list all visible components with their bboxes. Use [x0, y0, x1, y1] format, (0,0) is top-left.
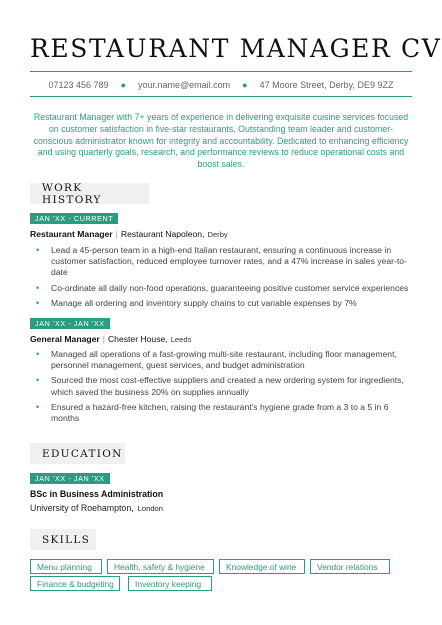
job-bullets: [36, 349, 410, 428]
header-top-rule: [30, 71, 412, 72]
job-role: General Manager: [30, 334, 100, 344]
list-item: • Ensured a hazard-free kitchen, raising the restaurant's hygiene grade from a 3 to a 5 in 6 months: [36, 402, 410, 424]
list-item: • Sourced the most cost-effective suppliers and created a new ordering system for ingredients, which saved the business 20% on supplies annually: [36, 375, 410, 397]
phone-number: 07123 456 789: [48, 80, 109, 90]
job-title-line: [30, 229, 228, 239]
skill-tag: Inventory keeping: [128, 576, 212, 591]
job-location: Derby: [207, 230, 228, 239]
list-item: • Co-ordinate all daily non-food operations, guaranteeing positive customer service experiences: [36, 283, 410, 294]
job-dates-tag: JAN 'XX - CURRENT: [30, 213, 118, 224]
list-item: • Lead a 45-person team in a high-end Italian restaurant, ensuring a continuous increase in customer satisfaction, reduced employee turnover rates, and a 47% increase in sales year-to-date: [36, 245, 410, 279]
skill-tag: Vendor relations: [310, 559, 390, 574]
school-name: University of Roehampton,: [30, 503, 134, 513]
profile-summary: Restaurant Manager with 7+ years of experience in delivering exquisite cuisine services focused on customer satisfaction in five-star restaurants. Outstanding team leader and customer-conscious administrator known for integrity and accountability. Dedicated to enhancing efficiency and using quarterly goals, research, and performance reviews to reduce operational costs and boost sales.: [33, 112, 409, 170]
job-location: Leeds: [170, 335, 192, 344]
skill-tag: Menu planning: [30, 559, 102, 574]
work-history-heading: WORK HISTORY: [30, 183, 149, 204]
separator-dot-icon: ●: [120, 80, 126, 90]
postal-address: 47 Moore Street, Derby, DE9 9ZZ: [259, 80, 394, 90]
list-item: • Managed all operations of a fast-growing multi-site restaurant, including floor management, personnel management, guest services, and budget administration: [36, 349, 410, 371]
skill-tag: Finance & budgeting: [30, 576, 120, 591]
skill-tag: Health, safety & hygiene: [107, 559, 214, 574]
list-item: • Manage all ordering and inventory supply chains to cut variable expenses by 7%: [36, 298, 410, 309]
cv-title: RESTAURANT MANAGER CV: [30, 34, 442, 63]
job-company: Restaurant Napoleon,: [120, 229, 205, 239]
title-separator: |: [115, 229, 118, 239]
email-address: your.name@email.com: [138, 80, 231, 90]
degree-title: BSc in Business Administration: [30, 489, 164, 499]
skills-heading: SKILLS: [30, 529, 96, 550]
school-line: [30, 503, 163, 513]
job-bullets: [36, 245, 410, 313]
separator-dot-icon: ●: [242, 80, 248, 90]
title-separator: |: [102, 334, 105, 344]
job-title-line: [30, 334, 191, 344]
job-role: Restaurant Manager: [30, 229, 113, 239]
education-heading: EDUCATION: [30, 443, 125, 464]
skill-tag: Knowledge of wine: [219, 559, 305, 574]
education-dates-tag: JAN 'XX - JAN 'XX: [30, 473, 110, 484]
job-company: Chester House,: [107, 334, 168, 344]
header-bottom-rule: [30, 96, 412, 97]
contact-bar: [30, 76, 412, 94]
school-location: London: [137, 504, 163, 513]
job-dates-tag: JAN 'XX - JAN 'XX: [30, 318, 110, 329]
